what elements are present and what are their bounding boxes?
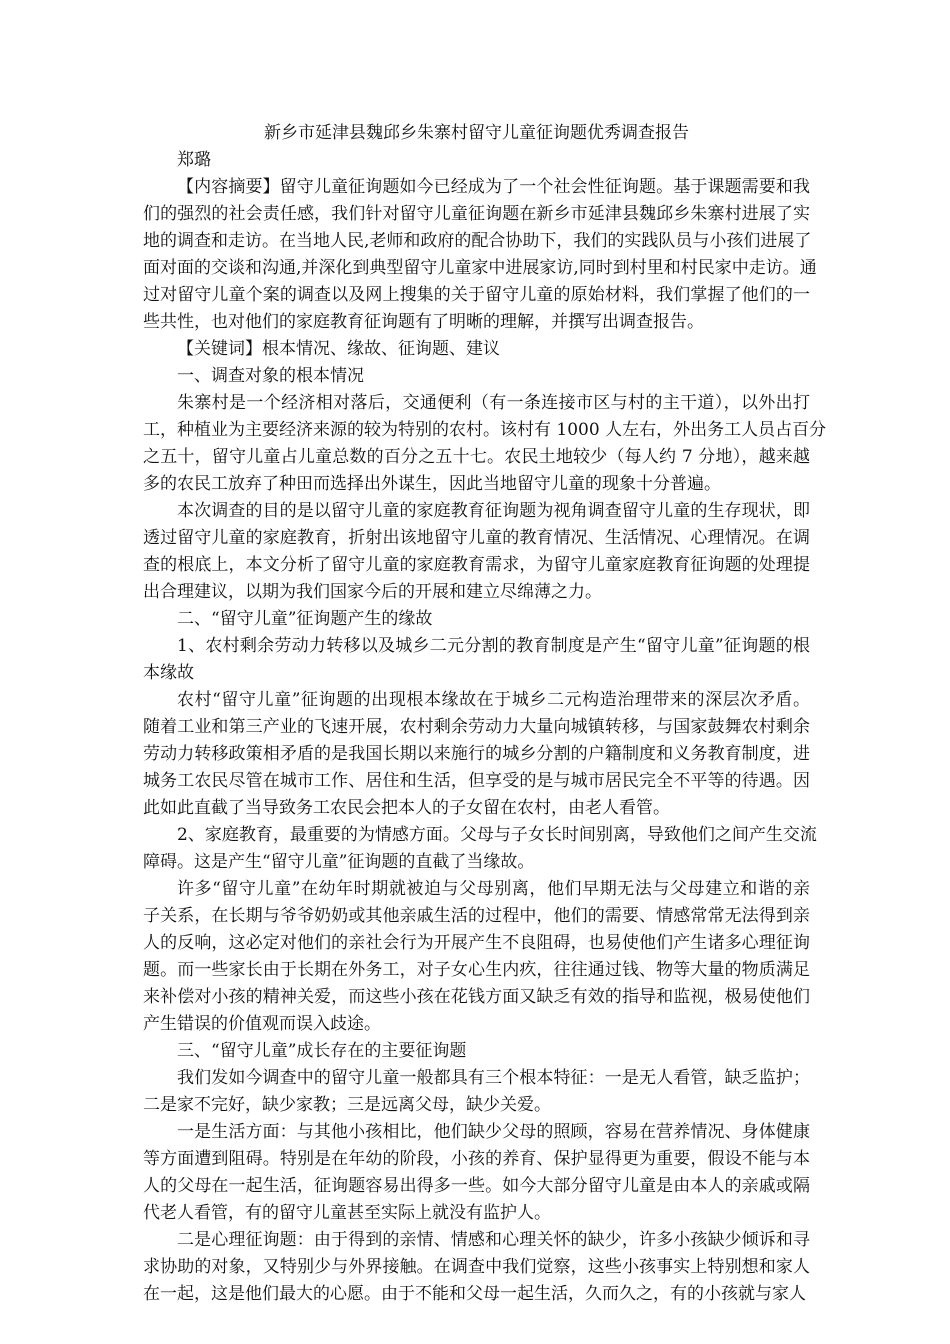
paragraph-line: 地的调查和走访。在当地人民,老师和政府的配合协助下，我们的实践队员与小孩们进展了 xyxy=(143,231,812,251)
paragraph-line: 劳动力转移政策相矛盾的是我国长期以来施行的城乡分割的户籍制度和义务教育制度，进 xyxy=(143,744,810,764)
paragraph-line: 障碍。这是产生“留守儿童”征询题的直截了当缘故。 xyxy=(143,852,535,872)
paragraph-line: 一是生活方面：与其他小孩相比，他们缺少父母的照顾，容易在营养情况、身体健康 xyxy=(177,1122,810,1142)
paragraph-line: 人的反响，这必定对他们的亲社会行为开展产生不良阻碍，也易使他们产生诸多心理征询 xyxy=(143,933,810,953)
paragraph-line: 们的强烈的社会责任感，我们针对留守儿童征询题在新乡市延津县魏邱乡朱寨村进展了实 xyxy=(143,204,810,224)
paragraph xyxy=(143,1065,810,1119)
paragraph xyxy=(143,498,810,606)
paragraph xyxy=(143,390,827,498)
paragraph-line: 题。而一些家长由于长期在外务工，对子女心生内疚，往往通过钱、物等大量的物质满足 xyxy=(143,960,810,980)
paragraph-line: 本缘故 xyxy=(143,663,194,683)
paragraph-line: 代老人看管，有的留守儿童甚至实际上就没有监护人。 xyxy=(143,1203,551,1223)
document-body xyxy=(143,120,827,1308)
paragraph-line: 2、家庭教育，最重要的为情感方面。父母与子女长时间别离，导致他们之间产生交流 xyxy=(177,825,817,845)
author-name: 郑璐 xyxy=(177,150,211,170)
paragraph-line: 求协助的对象，又特别少与外界接触。在调查中我们觉察，这些小孩事实上特别想和家人 xyxy=(143,1257,810,1277)
paragraph-line: 许多“留守儿童”在幼年时期就被迫与父母别离，他们早期无法与父母建立和谐的亲 xyxy=(177,879,810,899)
paragraph-line: 面对面的交谈和沟通,并深化到典型留守儿童家中进展家访,同时到村里和村民家中走访。通 xyxy=(143,258,817,278)
document-title: 新乡市延津县魏邱乡朱寨村留守儿童征询题优秀调查报告 xyxy=(264,123,689,143)
paragraph-line: 多的农民工放弃了种田而选择出外谋生，因此当地留守儿童的现象十分普遍。 xyxy=(143,474,721,494)
paragraph-line: 【关键词】根本情况、缘故、征询题、建议 xyxy=(177,339,500,359)
paragraph xyxy=(143,363,810,390)
paragraph-line: 二、“留守儿童”征询题产生的缘故 xyxy=(177,609,433,629)
paragraph xyxy=(143,687,810,822)
paragraph-line: 出合理建议，以期为我们国家今后的开展和建立尽绵薄之力。 xyxy=(143,582,602,602)
paragraph xyxy=(143,336,810,363)
paragraphs-container xyxy=(143,174,827,1308)
paragraph-line: 在一起，这是他们最大的心愿。由于不能和父母一起生活，久而久之，有的小孩就与家人 xyxy=(143,1284,806,1304)
paragraph xyxy=(143,606,810,633)
paragraph xyxy=(143,876,810,1038)
paragraph-line: 一、调查对象的根本情况 xyxy=(177,366,364,386)
paragraph-line: 些共性，也对他们的家庭教育征询题有了明晰的理解，并撰写出调查报告。 xyxy=(143,312,704,332)
paragraph-line: 产生错误的价值观而误入歧途。 xyxy=(143,1014,381,1034)
paragraph-line: 来补偿对小孩的精神关爱，而这些小孩在花钱方面又缺乏有效的指导和监视，极易使他们 xyxy=(143,987,810,1007)
paragraph xyxy=(143,1119,810,1227)
paragraph-line: 二是心理征询题：由于得到的亲情、情感和心理关怀的缺少，许多小孩缺少倾诉和寻 xyxy=(177,1230,810,1250)
paragraph-line: 此如此直截了当导致务工农民会把本人的子女留在农村，由老人看管。 xyxy=(143,798,670,818)
paragraph xyxy=(143,174,817,336)
paragraph-line: 农村“留守儿童”征询题的出现根本缘故在于城乡二元构造治理带来的深层次矛盾。 xyxy=(177,690,810,710)
paragraph-line: 【内容摘要】留守儿童征询题如今已经成为了一个社会性征询题。基于课题需要和我 xyxy=(177,177,810,197)
paragraph-line: 之五十，留守儿童占儿童总数的百分之五十七。农民土地较少（每人约 7 分地），越来越 xyxy=(143,447,810,467)
paragraph-line: 过对留守儿童个案的调查以及网上搜集的关于留守儿童的原始材料，我们掌握了他们的一 xyxy=(143,285,810,305)
paragraph-line: 朱寨村是一个经济相对落后，交通便利（有一条连接市区与村的主干道），以外出打 xyxy=(177,393,810,413)
paragraph-line: 城务工农民尽管在城市工作、居住和生活，但享受的是与城市居民完全不平等的待遇。因 xyxy=(143,771,810,791)
paragraph-line: 三、“留守儿童”成长存在的主要征询题 xyxy=(177,1041,467,1061)
paragraph-line: 随着工业和第三产业的飞速开展，农村剩余劳动力大量向城镇转移，与国家鼓舞农村剩余 xyxy=(143,717,810,737)
paragraph-line: 二是家不完好，缺少家教；三是远离父母，缺少关爱。 xyxy=(143,1095,551,1115)
paragraph xyxy=(143,1038,810,1065)
paragraph xyxy=(143,1227,810,1308)
paragraph xyxy=(143,822,817,876)
paragraph-line: 我们发如今调查中的留守儿童一般都具有三个根本特征：一是无人看管，缺乏监护； xyxy=(177,1068,810,1088)
paragraph-line: 透过留守儿童的家庭教育，折射出该地留守儿童的教育情况、生活情况、心理情况。在调 xyxy=(143,528,810,548)
paragraph-line: 查的根底上，本文分析了留守儿童的家庭教育需求，为留守儿童家庭教育征询题的处理提 xyxy=(143,555,810,575)
paragraph xyxy=(143,633,810,687)
paragraph-line: 等方面遭到阻碍。特别是在年幼的阶段，小孩的养育、保护显得更为重要，假设不能与本 xyxy=(143,1149,810,1169)
paragraph-line: 本次调查的目的是以留守儿童的家庭教育征询题为视角调查留守儿童的生存现状，即 xyxy=(177,501,810,521)
paragraph-line: 人的父母在一起生活，征询题容易出得多一些。如今大部分留守儿童是由本人的亲戚或隔 xyxy=(143,1176,810,1196)
paragraph-line: 工，种植业为主要经济来源的较为特别的农村。该村有 1000 人左右，外出务工人员占百分 xyxy=(143,420,827,440)
paragraph-line: 子关系，在长期与爷爷奶奶或其他亲戚生活的过程中，他们的需要、情感常常无法得到亲 xyxy=(143,906,810,926)
paragraph-line: 1、农村剩余劳动力转移以及城乡二元分割的教育制度是产生“留守儿童”征询题的根 xyxy=(177,636,810,656)
